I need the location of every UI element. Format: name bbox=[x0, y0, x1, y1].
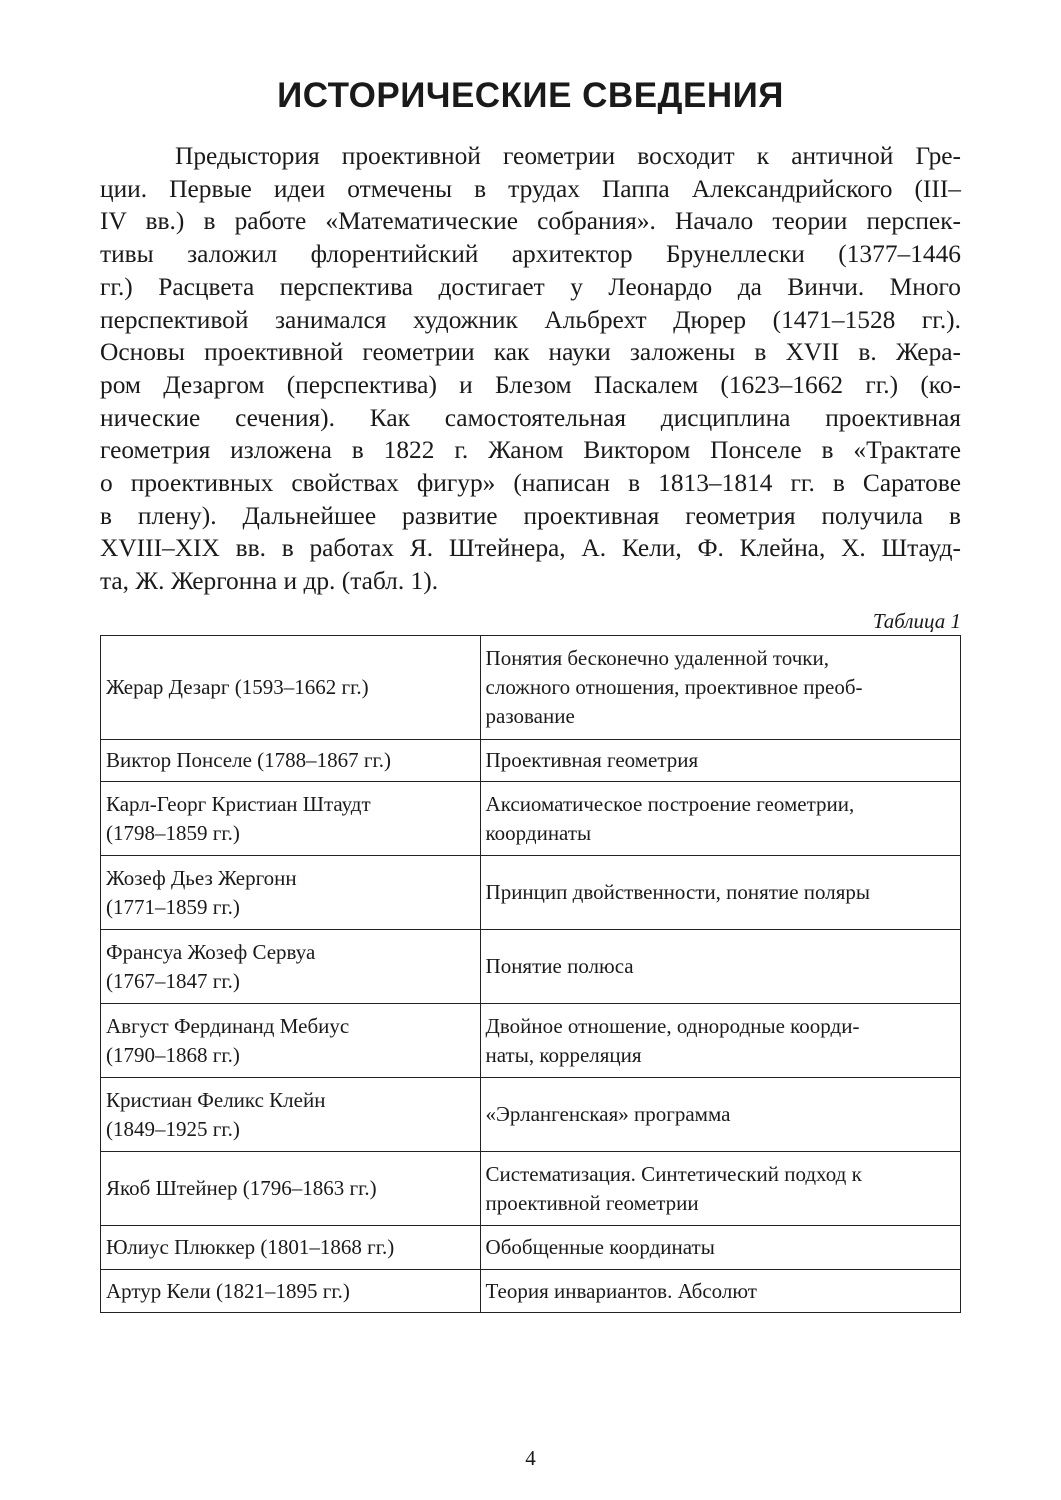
person-line: Август Фердинанд Мебиус bbox=[106, 1013, 350, 1038]
page-title: ИСТОРИЧЕСКИЕ СВЕДЕНИЯ bbox=[277, 76, 784, 115]
paragraph-line: перспективой занимался художник Альбрехт Дюрер (1471–1528 гг.). bbox=[100, 305, 961, 334]
contribution-cell bbox=[480, 740, 960, 782]
person-line: (1790–1868 гг.) bbox=[106, 1042, 240, 1067]
contribution-line: Систематизация. Синтетический подход к bbox=[485, 1161, 862, 1186]
paragraph-line: геометрия изложена в 1822 г. Жаном Виктором Понселе в «Трактате bbox=[100, 436, 961, 465]
person-cell bbox=[101, 1152, 481, 1226]
contribution-line: Понятие полюса bbox=[485, 954, 634, 978]
contribution-line: Теория инвариантов. Абсолют bbox=[485, 1278, 757, 1303]
contribution-line: разование bbox=[485, 704, 575, 728]
contribution-cell bbox=[480, 856, 960, 930]
table-row bbox=[101, 856, 961, 930]
person-cell bbox=[101, 782, 481, 856]
paragraph-line: о проективных свойствах фигур» (написан в 1813–1814 гг. в Саратове bbox=[100, 469, 961, 498]
person-cell bbox=[101, 1226, 481, 1270]
paragraph-line: Предыстория проективной геометрии восходит к античной Гре- bbox=[175, 142, 961, 170]
person-line: Карл-Георг Кристиан Штаудт bbox=[106, 791, 371, 816]
paragraph-line: та, Ж. Жергонна и др. (табл. 1). bbox=[100, 567, 439, 596]
person-cell bbox=[101, 636, 481, 740]
person-line: Жозеф Дьез Жергонн bbox=[106, 865, 297, 890]
contribution-line: «Эрлангенская» программа bbox=[485, 1102, 731, 1126]
person-cell bbox=[101, 856, 481, 930]
contribution-line: Проективная геометрия bbox=[485, 748, 699, 772]
person-line: Артур Кели (1821–1895 гг.) bbox=[106, 1278, 350, 1303]
table-row bbox=[101, 1004, 961, 1078]
contribution-line: Двойное отношение, однородные коорди- bbox=[485, 1013, 860, 1038]
paragraph-line: Основы проективной геометрии как науки заложены в XVII в. Жера- bbox=[100, 338, 961, 367]
contribution-line: проективной геометрии bbox=[485, 1190, 699, 1215]
table-row bbox=[101, 1270, 961, 1313]
paragraph-line: ции. Первые идеи отмечены в трудах Паппа Александрийского (III– bbox=[100, 174, 961, 203]
contribution-cell bbox=[480, 1270, 960, 1313]
contribution-line: Обобщенные координаты bbox=[485, 1235, 715, 1259]
person-cell bbox=[101, 740, 481, 782]
person-line: Юлиус Плюккер (1801–1868 гг.) bbox=[106, 1235, 395, 1259]
person-line: (1798–1859 гг.) bbox=[106, 820, 240, 845]
person-line: Виктор Понселе (1788–1867 гг.) bbox=[106, 748, 392, 772]
contribution-cell bbox=[480, 1152, 960, 1226]
paragraph-line: нические сечения). Как самостоятельная дисциплина проективная bbox=[100, 403, 961, 432]
table-row bbox=[101, 1226, 961, 1270]
contribution-line: Принцип двойственности, понятие поляры bbox=[485, 880, 871, 904]
contribution-cell bbox=[480, 930, 960, 1004]
contribution-line: Аксиоматическое построение геометрии, bbox=[485, 791, 855, 816]
paragraph-line: IV вв.) в работе «Математические собрания». Начало теории перспек- bbox=[100, 207, 961, 236]
paragraph-line: тивы заложил флорентийский архитектор Брунеллески (1377–1446 bbox=[100, 240, 961, 269]
contribution-cell bbox=[480, 1226, 960, 1270]
contribution-cell bbox=[480, 1078, 960, 1152]
table-row bbox=[101, 930, 961, 1004]
paragraph-line: гг.) Расцвета перспектива достигает у Леонардо да Винчи. Много bbox=[100, 272, 961, 301]
person-line: (1849–1925 гг.) bbox=[106, 1116, 240, 1141]
page-number: 4 bbox=[525, 1446, 536, 1470]
person-line: Франсуа Жозеф Сервуа bbox=[106, 939, 316, 964]
table-row bbox=[101, 1152, 961, 1226]
table-caption: Таблица 1 bbox=[872, 609, 961, 633]
table-row bbox=[101, 636, 961, 740]
person-line: (1771–1859 гг.) bbox=[106, 894, 240, 919]
contribution-cell bbox=[480, 782, 960, 856]
person-cell bbox=[101, 1004, 481, 1078]
history-table bbox=[100, 635, 961, 1313]
person-cell bbox=[101, 1270, 481, 1313]
person-line: Жерар Дезарг (1593–1662 гг.) bbox=[106, 675, 369, 699]
contribution-cell bbox=[480, 636, 960, 740]
paragraph-line: ром Дезаргом (перспектива) и Блезом Паскалем (1623–1662 гг.) (ко- bbox=[100, 370, 961, 399]
person-line: (1767–1847 гг.) bbox=[106, 968, 240, 993]
contribution-line: Понятия бесконечно удаленной точки, bbox=[485, 646, 829, 670]
contribution-line: координаты bbox=[485, 820, 592, 845]
person-line: Кристиан Феликс Клейн bbox=[106, 1087, 326, 1112]
person-line: Якоб Штейнер (1796–1863 гг.) bbox=[106, 1176, 377, 1200]
table-row bbox=[101, 782, 961, 856]
person-cell bbox=[101, 1078, 481, 1152]
paragraph-line: XVIII–XIX вв. в работах Я. Штейнера, А. Кели, Ф. Клейна, Х. Штауд- bbox=[100, 534, 961, 563]
table-row bbox=[101, 1078, 961, 1152]
history-paragraph bbox=[100, 140, 961, 598]
contribution-cell bbox=[480, 1004, 960, 1078]
person-cell bbox=[101, 930, 481, 1004]
paragraph-line: в плену). Дальнейшее развитие проективная геометрия получила в bbox=[100, 501, 961, 530]
contribution-line: наты, корреляция bbox=[485, 1042, 642, 1067]
table-row bbox=[101, 740, 961, 782]
contribution-line: сложного отношения, проективное преоб- bbox=[485, 675, 863, 699]
